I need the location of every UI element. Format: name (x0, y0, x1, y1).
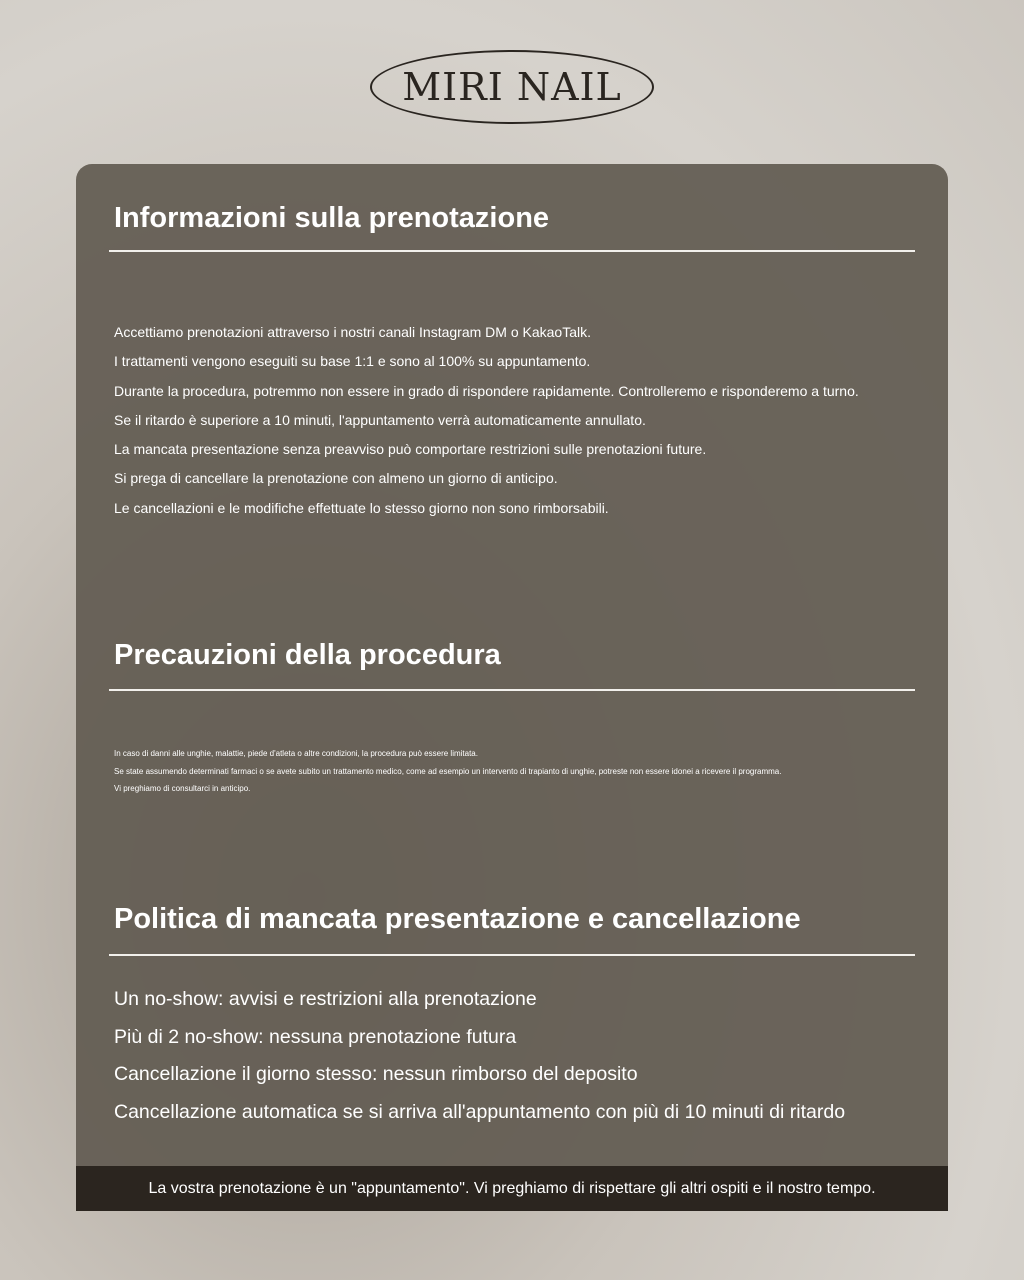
list-item: Le cancellazioni e le modifiche effettuate lo stesso giorno non sono rimborsabili. (114, 499, 609, 516)
list-item: Se il ritardo è superiore a 10 minuti, l'appuntamento verrà automaticamente annullato. (114, 411, 646, 428)
list-item: La mancata presentazione senza preavviso può comportare restrizioni sulle prenotazioni future. (114, 441, 707, 458)
list-item: Si prega di cancellare la prenotazione con almeno un giorno di anticipo. (114, 470, 558, 487)
list-item: Più di 2 no-show: nessuna prenotazione futura (114, 1025, 517, 1048)
list-item: Un no-show: avvisi e restrizioni alla prenotazione (114, 988, 537, 1010)
list-item: Accettiamo prenotazioni attraverso i nostri canali Instagram DM o KakaoTalk. (114, 324, 591, 340)
list-item: In caso di danni alle unghie, malattie, piede d'atleta o altre condizioni, la procedura può essere limitata. (114, 749, 478, 758)
list-item: Cancellazione automatica se si arriva all'appuntamento con più di 10 minuti di ritardo (114, 1101, 846, 1124)
footer-banner (76, 1166, 948, 1211)
list-item: I trattamenti vengono eseguiti su base 1:1 e sono al 100% su appuntamento. (114, 353, 591, 370)
logo (370, 50, 654, 124)
section-title-no-show-policy: Politica di mancata presentazione e cancellazione (114, 903, 801, 935)
divider (109, 954, 915, 956)
section-title-precautions: Precauzioni della procedura (114, 639, 501, 671)
list-item: Se state assumendo determinati farmaci o se avete subito un trattamento medico, come ad esempio un intervento di trapianto di unghie, potreste non essere idonei a ricevere il programma. (114, 766, 782, 776)
list-item: Cancellazione il giorno stesso: nessun rimborso del deposito (114, 1063, 638, 1086)
info-card (76, 164, 948, 1211)
booking-info-list (114, 318, 859, 523)
footer-text: La vostra prenotazione è un "appuntamento". Vi preghiamo di rispettare gli altri ospiti e il nostro tempo. (148, 1179, 876, 1197)
list-item: Durante la procedura, potremmo non essere in grado di rispondere rapidamente. Controlleremo e risponderemo a turno. (114, 382, 859, 399)
divider (109, 250, 915, 252)
precautions-list (114, 745, 781, 798)
section-title-booking: Informazioni sulla prenotazione (114, 202, 550, 234)
divider (109, 689, 915, 691)
list-item: Vi preghiamo di consultarci in anticipo. (114, 784, 251, 793)
logo-text: MIRI NAIL (402, 65, 622, 109)
policy-list (114, 981, 845, 1132)
